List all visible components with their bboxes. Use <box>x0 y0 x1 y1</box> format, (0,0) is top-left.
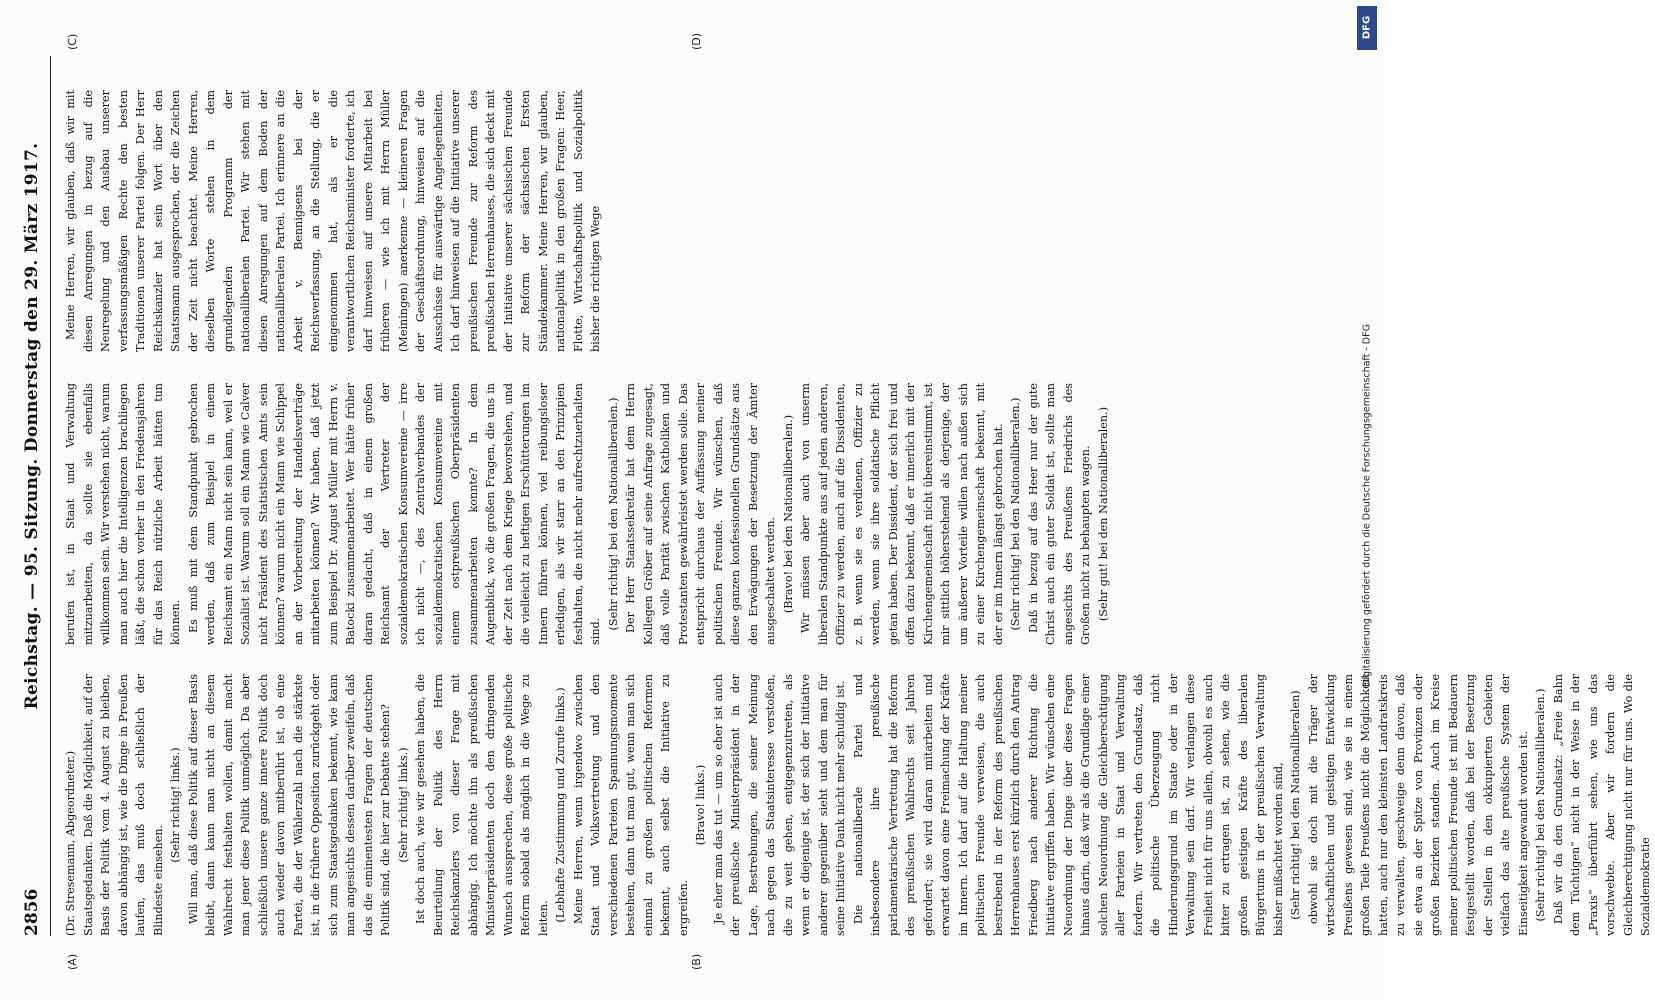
paragraph: Der Herr Staatssekretär hat dem Herrn Kollegen Gröber auf seine Anfrage zugesagt, daß volle Parität zwischen Katholiken und Protestanten gewährleistet werden solle. Das entspricht durchaus der Auffassung meiner politischen Freunde. Wir wünschen, daß diese ganzen konfessionellen Grundsätze aus den Erwägungen der Besetzung der Ämter ausgeschaltet werden. <box>624 383 777 645</box>
margin-mark-b: (B) <box>690 953 703 970</box>
paragraph: Wir müssen aber auch von unserm liberalen Standpunkte aus auf jeden anderen, Offizier zu werden, auch auf die Dissidenten, z. B. wenn sie es verdienen, Offizier zu werden, wenn sie ihre soldatische Pflicht getan haben. Der Dissident, der sich frei und offen dazu bekennt, daß er innerlich mit der Kirchengemeinschaft nicht übereinstimmt, ist mir sittlich höherstehend als derjenige, der um äußerer Vorteile willen nach außen sich zu einer Kirchengemeinschaft bekennt, mit der er im Innern längst gebrochen hat. <box>799 383 1005 645</box>
paragraph: Staatsgedanken. Daß die Möglichkeit, auf der Basis der Politik vom 4. August zu bleiben, davon abhängig ist, wie die Dinge in Preußen laufen, das muß doch schließlich der Blindeste einsehen. <box>81 674 165 936</box>
paragraph: Je eher man das tut — um so eher ist auch der preußische Ministerpräsident in der Lage, Bestrebungen, die seiner Meinung nach gegen das Staatsinteresse verstoßen, die zu weit gehen, entgegenzutreten, als wenn er diejenige ist, der sich der Initiative anderer gegenüber sieht und dem man für seine Initiative Dank nicht mehr schuldig ist. <box>711 674 847 936</box>
paragraph: berufen ist, in Staat und Verwaltung mitzuarbeiten, da sollte sie ebenfalls willkommen sein. Wir verstehen nicht, warum man auch hier die Intelligenzen brachliegen läßt, die schon vorher in den Friedensjahren für das Reich nützliche Arbeit hätten tun können. <box>64 383 182 645</box>
interjection: (Sehr richtig! bei den Nationalliberalen.) <box>606 397 620 631</box>
margin-mark-c: (C) <box>66 33 79 50</box>
paragraph: Daß in bezug auf das Heer nur der gute Christ auch ein guter Soldat ist, sollte man angesichts des Preußens Friedrichs des Großen nicht zu behaupten wagen. <box>1026 383 1092 645</box>
interjection: (Sehr gut! bei den Nationalliberalen.) <box>1096 406 1110 622</box>
interjection: (Bravo! bei den Nationalliberalen.) <box>781 414 795 614</box>
text-column-right <box>62 90 1362 352</box>
interjection: (Sehr richtig! bei den Nationalliberalen.) <box>1009 397 1022 631</box>
dfg-logo-icon: DFG <box>1357 6 1377 50</box>
paragraph: obwohl sie doch mit die Träger der wirtschaftlichen und geistigen Entwicklung Preußens gewesen sind, wie sie in einem großen Teile Preußens nicht die Möglichkeit hatten, auch nur den kleinsten Landratskreis zu verwalten, geschweige denn davon, daß sie etwa an der Spitze von Provinzen oder großen Bezirken standen. Auch im Kreise meiner politischen Freunde ist mit Bedauern festgestellt worden, daß bei der Besetzung der Stellen in den okkupierten Gebieten vielfach das alte preußische System der Einseitigkeit angewandt worden ist. <box>1306 674 1530 936</box>
interjection: (Lebhafte Zustimmung und Zurufe links.) <box>554 687 567 923</box>
text-column-left <box>62 674 1652 936</box>
page-number: 2856 <box>22 888 42 936</box>
interjection: (Bravo! links.) <box>694 764 707 846</box>
page-title: Reichstag. — 95. Sitzung. Donnerstag den 29. März 1917. <box>22 142 42 710</box>
interjection: (Sehr richtig! bei den Nationalliberalen) <box>1289 690 1302 920</box>
interjection: (Sehr richtig! bei den Nationalliberalen.) <box>1534 688 1547 922</box>
margin-mark-a: (A) <box>66 953 79 970</box>
page-header <box>20 56 51 936</box>
paragraph: Die nationalliberale Partei und insbesondere ihre preußische parlamentarische Vertretung hat die Reform des preußischen Wahlrechts seit Jahren gefordert; sie wird daran mitarbeiten und erwartet davon eine Freimachung der Kräfte im Innern. Ich darf auf die Haltung meiner politischen Freunde verweisen, die auch bestrebend in der Reform des preußischen Herrenhauses erst kürzlich durch den Antrag Friedberg nach anderer Richtung die Initiative ergriffen haben. Wir wünschen eine Neuordnung der Dinge über diese Fragen hinaus darin, daß wir als die Grundlage einer solchen Neuordnung die Gleichberechtigung aller Parteien in Staat und Verwaltung fordern. Wir vertreten den Grundsatz, daß die politische Überzeugung nicht Hinderungsgrund im Staate oder in der Verwaltung sein darf. Wir verlangen diese Freiheit nicht für uns allein, obwohl es auch bitter zu ertragen ist, zu sehen, wie die großen geistigen Kräfte des liberalen Bürgertums in der preußischen Verwaltung bisher mißachtet worden sind, <box>851 674 1285 936</box>
interjection: (Sehr richtig! links.) <box>396 747 410 863</box>
paragraph: Ist doch auch, wie wir gesehen haben, die Beurteilung der Politik des Herrn Reichskanzlers von dieser Frage mit abhängig. Ich möchte ihn als preußischen Ministerpräsidenten doch den dringenden Wunsch aussprechen, diese große politische Reform sobald als möglich in die Wege zu leiten. <box>414 674 550 936</box>
paragraph: Daß wir da den Grundsatz: „Freie Bahn dem Tüchtigen“ nicht in der Weise in der „Praxis“ überführt sehen, wie uns das vorschwebte. Aber wir fordern die Gleichberechtigung nicht nur für uns. Wo die Sozialdemokratie <box>1551 674 1652 936</box>
paragraph: Es muß mit dem Standpunkt gebrochen werden, daß zum Beispiel in einem Reichsamt ein Mann nicht sein kann, weil er Sozialist ist. Warum soll ein Mann wie Calver nicht Präsident des Statistischen Amts sein können? warum nicht ein Mann wie Schippel an der Vorbereitung der Handelsverträge mitarbeiten können? Wir haben, daß jetzt zum Beispiel Dr. August Müller mit Herrn v. Batocki zusammenarbeitet. Wer hätte früher daran gedacht, daß in einem großen Reichsamt der Vertreter der sozialdemokratischen Konsumvereine — irre ich nicht —, des Zentralverbandes der sozialdemokratischen Konsumvereine mit einem ostpreußischen Oberpräsidenten zusammenarbeiten konnte? In dem Augenblick, wo die großen Fragen, die uns in der Zeit nach dem Kriege bevorstehen, und die vielleicht zu heftigen Erschütterungen im Innern führen können, viel reibungsloser erledigen, als wir starr an den Prinzipien festhalten, die nicht mehr aufrechtzuerhalten sind. <box>186 383 602 645</box>
digitization-credit <box>1352 0 1382 1000</box>
paragraph: Meine Herren, wenn irgendwo zwischen Staat und Volksvertretung und den verschiedenen Parteien Spannungsmomente bestehen, dann tut man gut, wenn man sich einmal zu großen politischen Reformen bekennt, auch selbst die Initiative zu ergreifen. <box>571 674 690 936</box>
credit-text: Digitalisierung gefördert durch die Deutsche Forschungsgemeinschaft - DFG <box>1361 324 1373 687</box>
text-column-middle <box>62 383 1362 645</box>
paragraph: Meine Herren, wir glauben, daß wir mit diesen Anregungen in bezug auf die Neuregelung und den Ausbau unserer verfassungsmäßigen Rechte den besten Traditionen unserer Partei folgen. Der Herr Reichskanzler hat sein Wort über den Staatsmann ausgesprochen, der die Zeichen der Zeit nicht beachtet. Meine Herren, dieselben Worte stehen in dem grundlegenden Programm der nationalliberalen Partei. Wir stehen mit diesen Anregungen auf dem Boden der nationalliberalen Partei. Ich erinnere an die Arbeit v. Bennigsens bei der Reichsverfassung, an die Stellung, die er eingenommen hat, als er die verantwortlichen Reichsminister forderte, ich darf hinweisen auf unsere Mitarbeit bei früheren — wie ich mit Herrn Müller (Meiningen) anerkenne — kleineren Fragen der Geschäftsordnung, hinweisen auf die Ausschüsse für auswärtige Angelegenheiten. Ich darf hinweisen auf die Initiative unserer preußischen Freunde zur Reform des preußischen Herrenhauses, die sich deckt mit der Initiative unserer sächsischen Freunde zur Reform der sächsischen Ersten Ständekammer. Meine Herren, wir glauben, nationalpolitik in den großen Fragen: Heer, Flotte, Wirtschaftspolitik und Sozialpolitik bisher die richtigen Wege <box>64 90 602 352</box>
interjection: (Sehr richtig! links.) <box>169 747 182 863</box>
speaker-note: (Dr. Stresemann, Abgeordneter.) <box>64 750 77 936</box>
paragraph: Will man, daß diese Politik auf dieser Basis bleibt, dann kann man nicht an diesem Wahlrecht festhalten wollen, damit macht man jener diese Politik unmöglich. Da aber schließlich unsere ganze innere Politik doch auch wieder davon mitberührt ist, ob eine Partei, die der Wählerzahl nach die stärkste ist, in die frühere Opposition zurückgeht oder sich zum Staatsgedanken bekennt, wie kann man angesichts dessen darüber zweifeln, daß das die eminentesten Fragen der deutschen Politik sind, die hier zur Debatte stehen? <box>186 674 392 936</box>
margin-mark-d: (D) <box>690 32 703 50</box>
